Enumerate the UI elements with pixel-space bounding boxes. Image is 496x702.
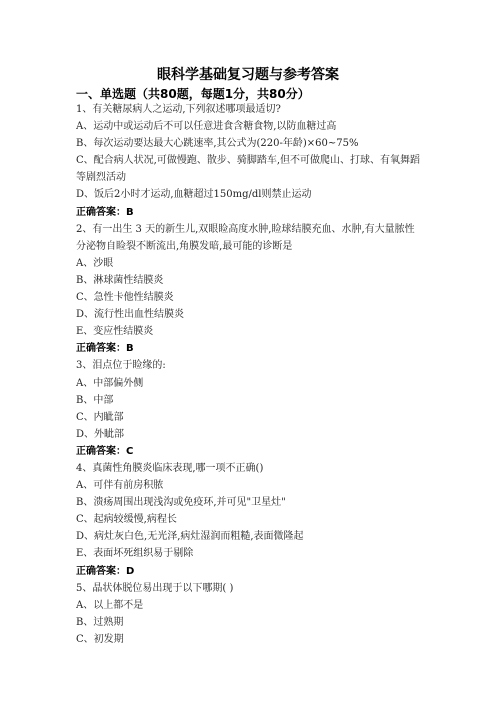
section-heading: 一、单选题（共80题，每题1分，共80分） <box>76 87 310 101</box>
option-b: B、淋球菌性结膜炎 <box>76 274 164 286</box>
option-c: C、初发期 <box>76 633 124 645</box>
question-stem: 2、有一出生 3 天的新生儿,双眼睑高度水肿,睑球结膜充血、水肿,有大量脓性分泌物自睑裂不断流出,角膜发暗,最可能的诊断是 <box>76 223 415 252</box>
option-b: B、过熟期 <box>76 616 124 628</box>
question-stem: 3、泪点位于睑缘的: <box>76 360 166 372</box>
option-b: B、中部 <box>76 394 114 406</box>
option-c: C、急性卡他性结膜炎 <box>76 292 174 304</box>
option-e: E、表面坏死组织易于剔除 <box>76 548 194 560</box>
option-e: E、变应性结膜炎 <box>76 326 154 338</box>
correct-answer: 正确答案：B <box>76 206 134 218</box>
option-d: D、外眦部 <box>76 428 125 440</box>
question-stem: 5、晶状体脱位易出现于以下哪期( ) <box>76 582 234 594</box>
option-a: A、中部偏外侧 <box>76 377 144 389</box>
option-a: A、沙眼 <box>76 257 114 269</box>
question-list <box>76 101 422 648</box>
correct-answer: 正确答案：D <box>76 565 135 577</box>
option-d: D、病灶灰白色,无光泽,病灶湿润而粗糙,表面微隆起 <box>76 531 304 543</box>
option-d: D、流行性出血性结膜炎 <box>76 309 185 321</box>
correct-answer: 正确答案：B <box>76 343 134 355</box>
option-c: C、配合病人状况,可做慢跑、散步、骑脚踏车,但不可做爬山、打球、有氧舞蹈等剧烈活动 <box>76 155 421 184</box>
correct-answer: 正确答案：C <box>76 445 134 457</box>
option-b: B、溃疡周围出现浅沟或免疫环,并可见"卫星灶" <box>76 497 286 509</box>
option-d: D、饭后2小时才运动,血糖超过150mg/dl则禁止运动 <box>76 189 312 201</box>
option-a: A、运动中或运动后不可以任意进食含糖食物,以防血糖过高 <box>76 121 337 133</box>
option-b: B、每次运动要达最大心跳速率,其公式为(220-年龄)×60~75% <box>76 138 359 150</box>
question-stem: 4、真菌性角膜炎临床表现,哪一项不正确() <box>76 462 264 474</box>
document-title: 眼科学基础复习题与参考答案 <box>157 67 339 83</box>
option-a: A、可伴有前房积脓 <box>76 480 164 492</box>
question-stem: 1、有关糖尿病人之运动,下列叙述哪项最适切? <box>76 104 281 115</box>
option-c: C、起病较缓慢,病程长 <box>76 514 177 526</box>
option-a: A、以上都不是 <box>76 599 144 611</box>
option-c: C、内眦部 <box>76 411 124 423</box>
